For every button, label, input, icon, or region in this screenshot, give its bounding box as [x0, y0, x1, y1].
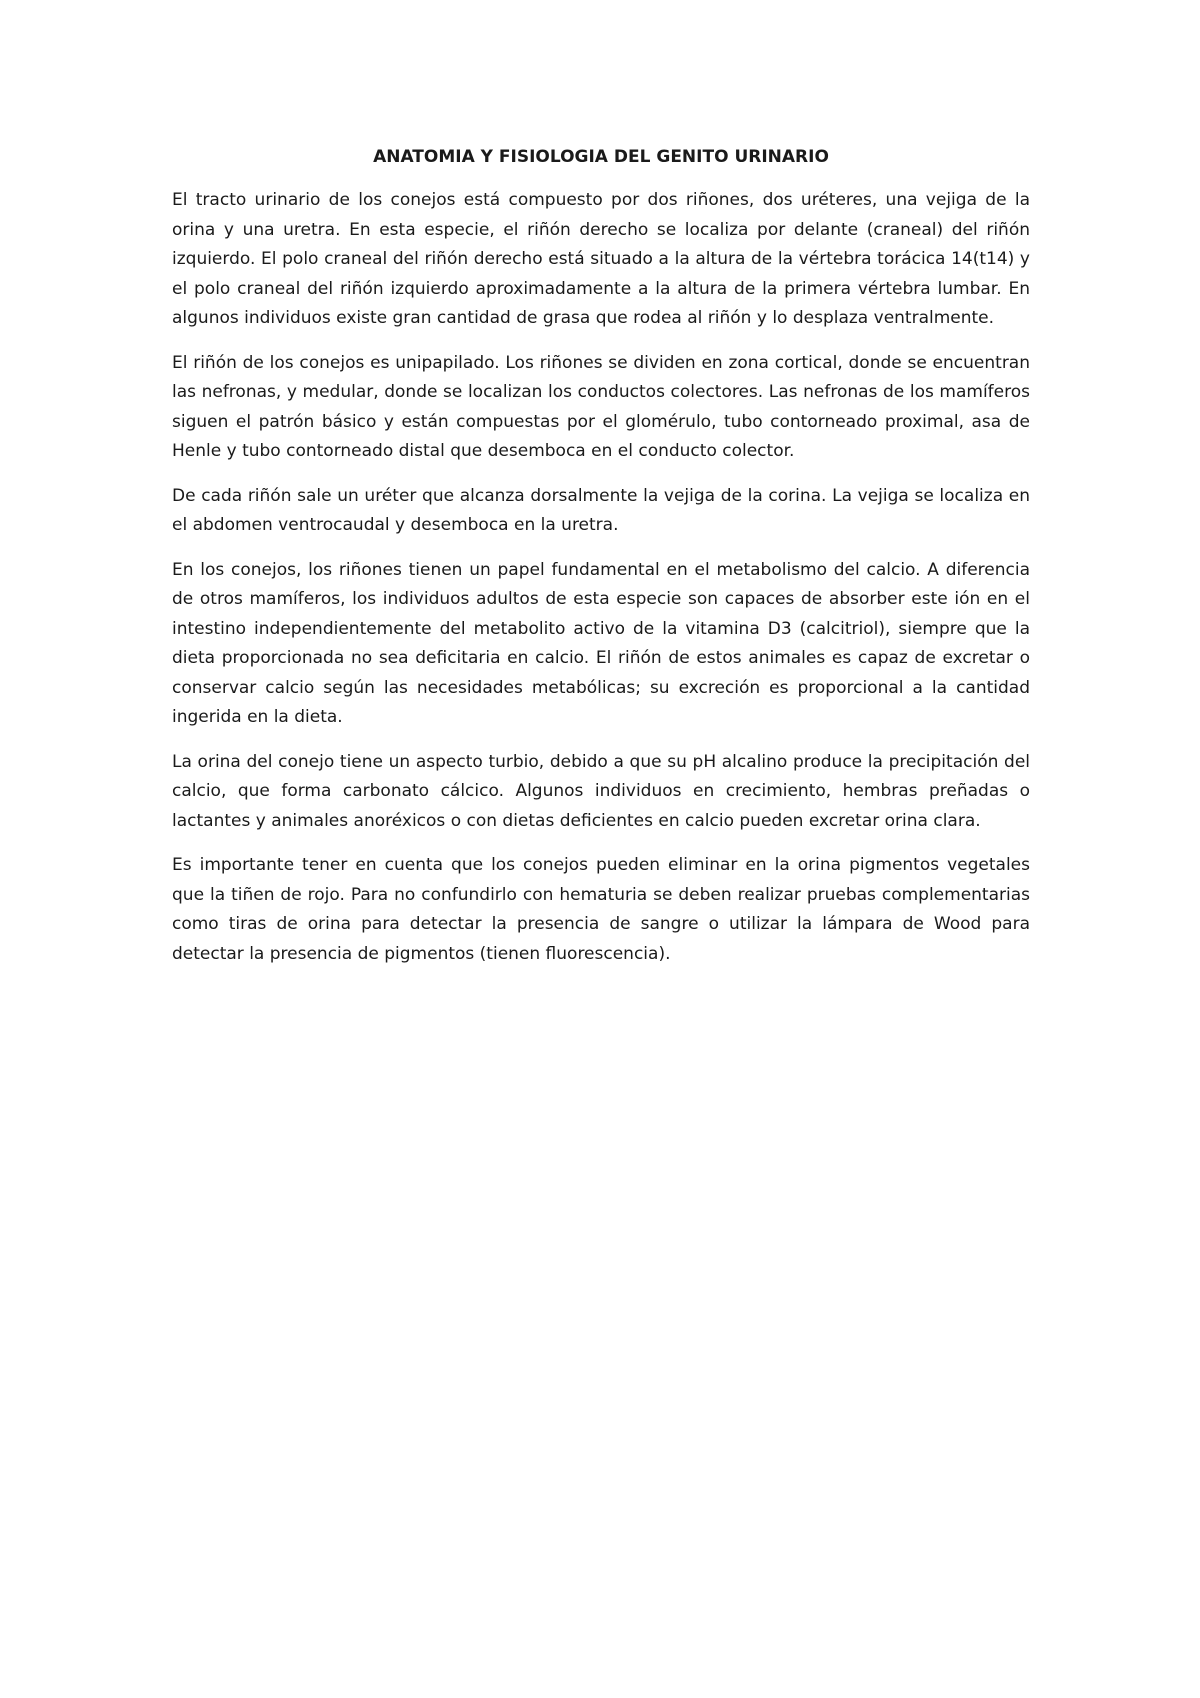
paragraph-pigments: Es importante tener en cuenta que los conejos pueden eliminar en la orina pigmentos vegetales que la tiñen de rojo. Para no confundirlo con hematuria se deben realizar pruebas complementarias como tiras de orina para detectar la presencia de sangre o utilizar la lámpara de Wood para detectar la presencia de pigmentos (tienen fluorescencia).: [172, 855, 1030, 964]
paragraph-calcium-metabolism: En los conejos, los riñones tienen un papel fundamental en el metabolismo del calcio. A diferencia de otros mamíferos, los individuos adultos de esta especie son capaces de absorber este ión en el intestino independientemente del metabolito activo de la vitamina D3 (calcitriol), siempre que la dieta proporcionada no sea deficitaria en calcio. El riñón de estos animales es capaz de excretar o conservar calcio según las necesidades metabólicas; su excreción es proporcional a la cantidad ingerida en la dieta.: [172, 559, 1030, 727]
paragraph-urinary-tract: El tracto urinario de los conejos está compuesto por dos riñones, dos uréteres, una vejiga de la orina y una uretra. En esta especie, el riñón derecho se localiza por delante (craneal) del riñón izquierdo. El polo craneal del riñón derecho está situado a la altura de la vértebra torácica 14(t14) y el polo craneal del riñón izquierdo aproximadamente a la altura de la primera vértebra lumbar. En algunos individuos existe gran cantidad de grasa que rodea al riñón y lo desplaza ventralmente.: [172, 190, 1030, 328]
document-title: ANATOMIA Y FISIOLOGIA DEL GENITO URINARIO: [373, 147, 829, 167]
paragraph-ureter-bladder: De cada riñón sale un uréter que alcanza dorsalmente la vejiga de la corina. La vejiga se localiza en el abdomen ventrocaudal y desemboca en la uretra.: [172, 485, 1030, 535]
paragraph-urine-appearance: La orina del conejo tiene un aspecto turbio, debido a que su pH alcalino produce la precipitación del calcio, que forma carbonato cálcico. Algunos individuos en crecimiento, hembras preñadas o lactantes y animales anoréxicos o con dietas deficientes en calcio pueden excretar orina clara.: [172, 751, 1030, 831]
paragraph-kidney-structure: El riñón de los conejos es unipapilado. Los riñones se dividen en zona cortical, donde se encuentran las nefronas, y medular, donde se localizan los conductos colectores. Las nefronas de los mamíferos siguen el patrón básico y están compuestas por el glomérulo, tubo contorneado proximal, asa de Henle y tubo contorneado distal que desemboca en el conducto colector.: [172, 352, 1030, 461]
document-body: [172, 144, 1030, 984]
